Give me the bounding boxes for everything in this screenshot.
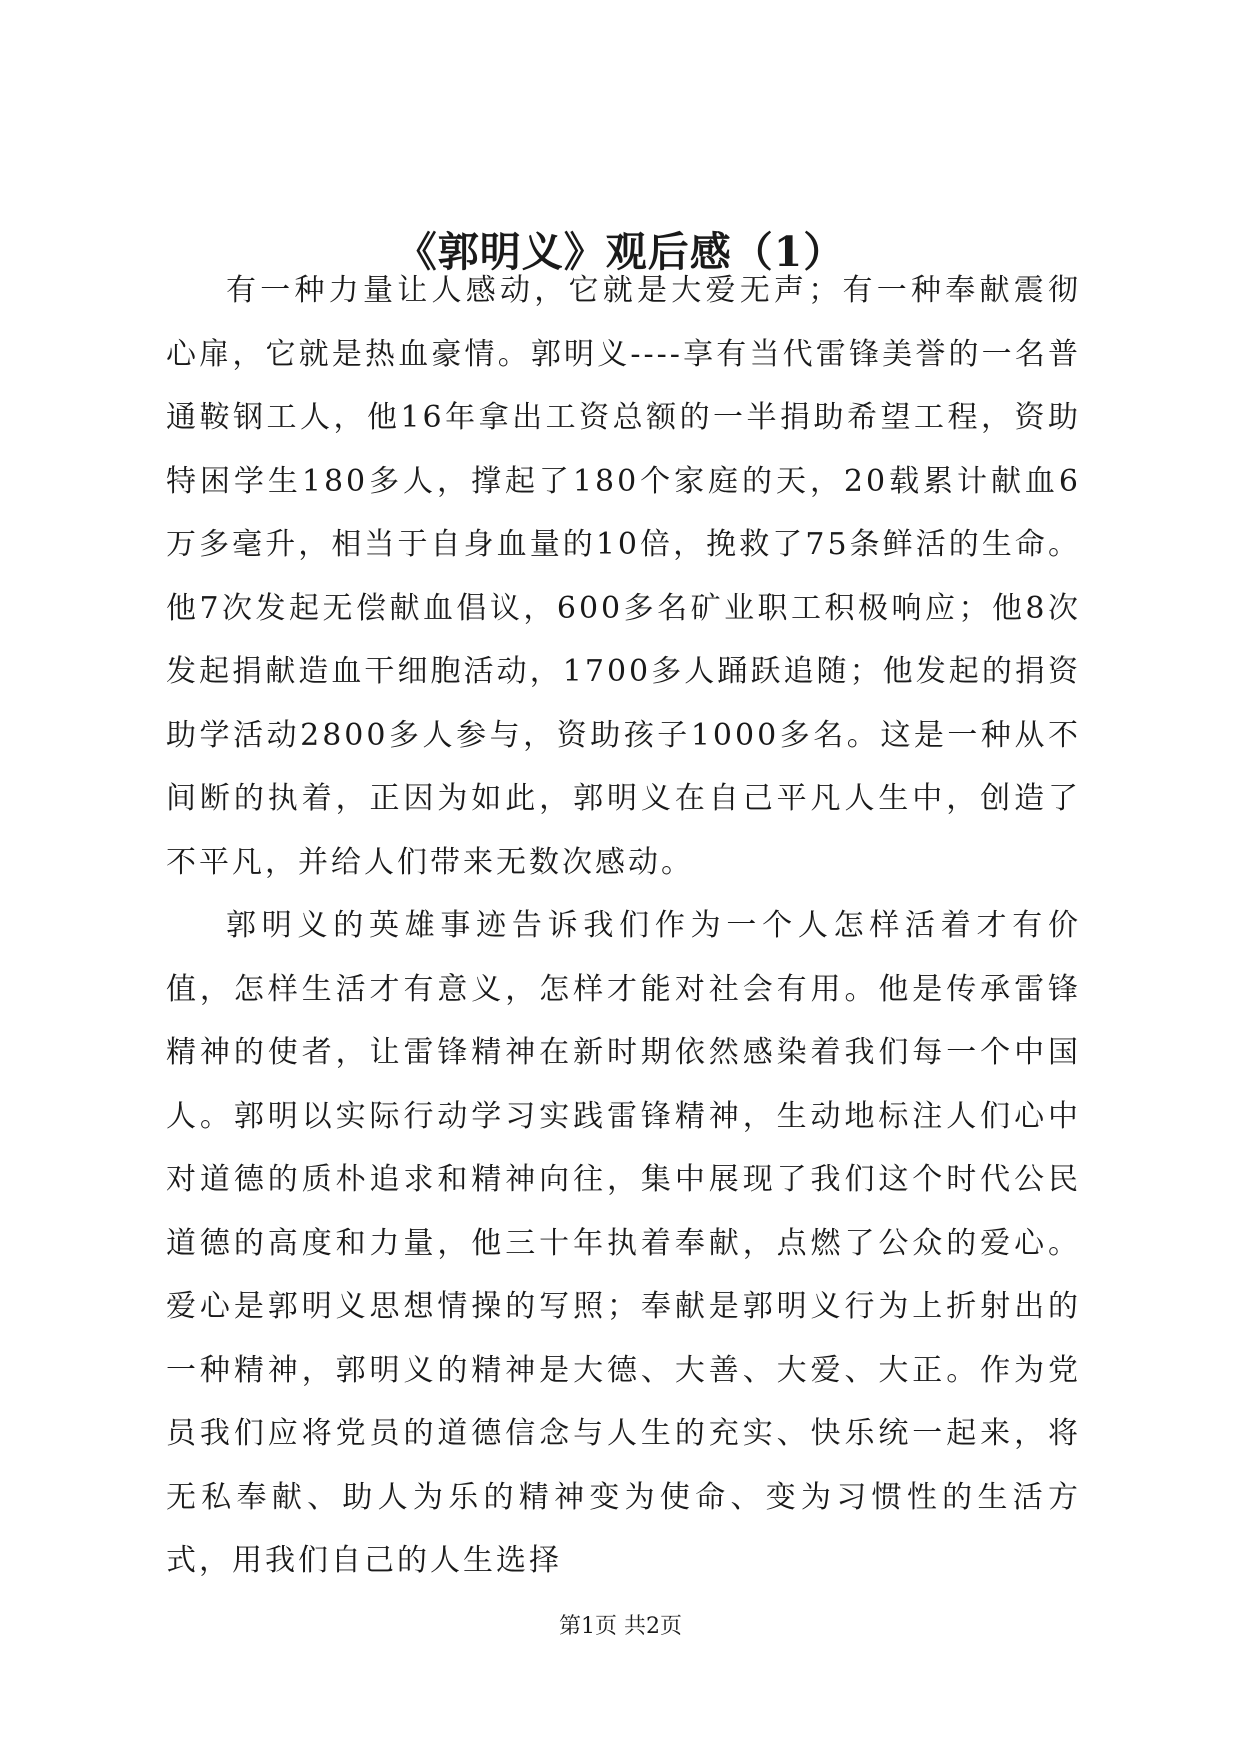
paragraph-1: 有一种力量让人感动，它就是大爱无声；有一种奉献震彻心扉，它就是热血豪情。郭明义----享有当代雷锋美誉的一名普通鞍钢工人，他16年拿出工资总额的一半捐助希望工程，资助特困学生180多人，撑起了180个家庭的天，20载累计献血6万多毫升，相当于自身血量的10倍，挽救了75条鲜活的生命。他7次发起无偿献血倡议，600多名矿业职工积极响应；他8次发起捐献造血干细胞活动，1700多人踊跃追随；他发起的捐资助学活动2800多人参与，资助孩子1000多名。这是一种从不间断的执着，正因为如此，郭明义在自己平凡人生中，创造了不平凡，并给人们带来无数次感动。 bbox=[166, 273, 1081, 880]
paragraph-2: 郭明义的英雄事迹告诉我们作为一个人怎样活着才有价值，怎样生活才有意义，怎样才能对社会有用。他是传承雷锋精神的使者，让雷锋精神在新时期依然感染着我们每一个中国人。郭明以实际行动学习实践雷锋精神，生动地标注人们心中对道德的质朴追求和精神向往，集中展现了我们这个时代公民道德的高度和力量，他三十年执着奉献，点燃了公众的爱心。爱心是郭明义思想情操的写照；奉献是郭明义行为上折射出的一种精神，郭明义的精神是大德、大善、大爱、大正。作为党员我们应将党员的道德信念与人生的充实、快乐统一起来，将无私奉献、助人为乐的精神变为使命、变为习惯性的生活方式，用我们自己的人生选择 bbox=[166, 908, 1081, 1578]
page-footer bbox=[0, 1612, 1241, 1642]
document-title: 《郭明义》观后感（1） bbox=[395, 228, 846, 276]
page-number: 第1页 共2页 bbox=[559, 1614, 682, 1639]
document-body bbox=[166, 259, 1081, 1593]
